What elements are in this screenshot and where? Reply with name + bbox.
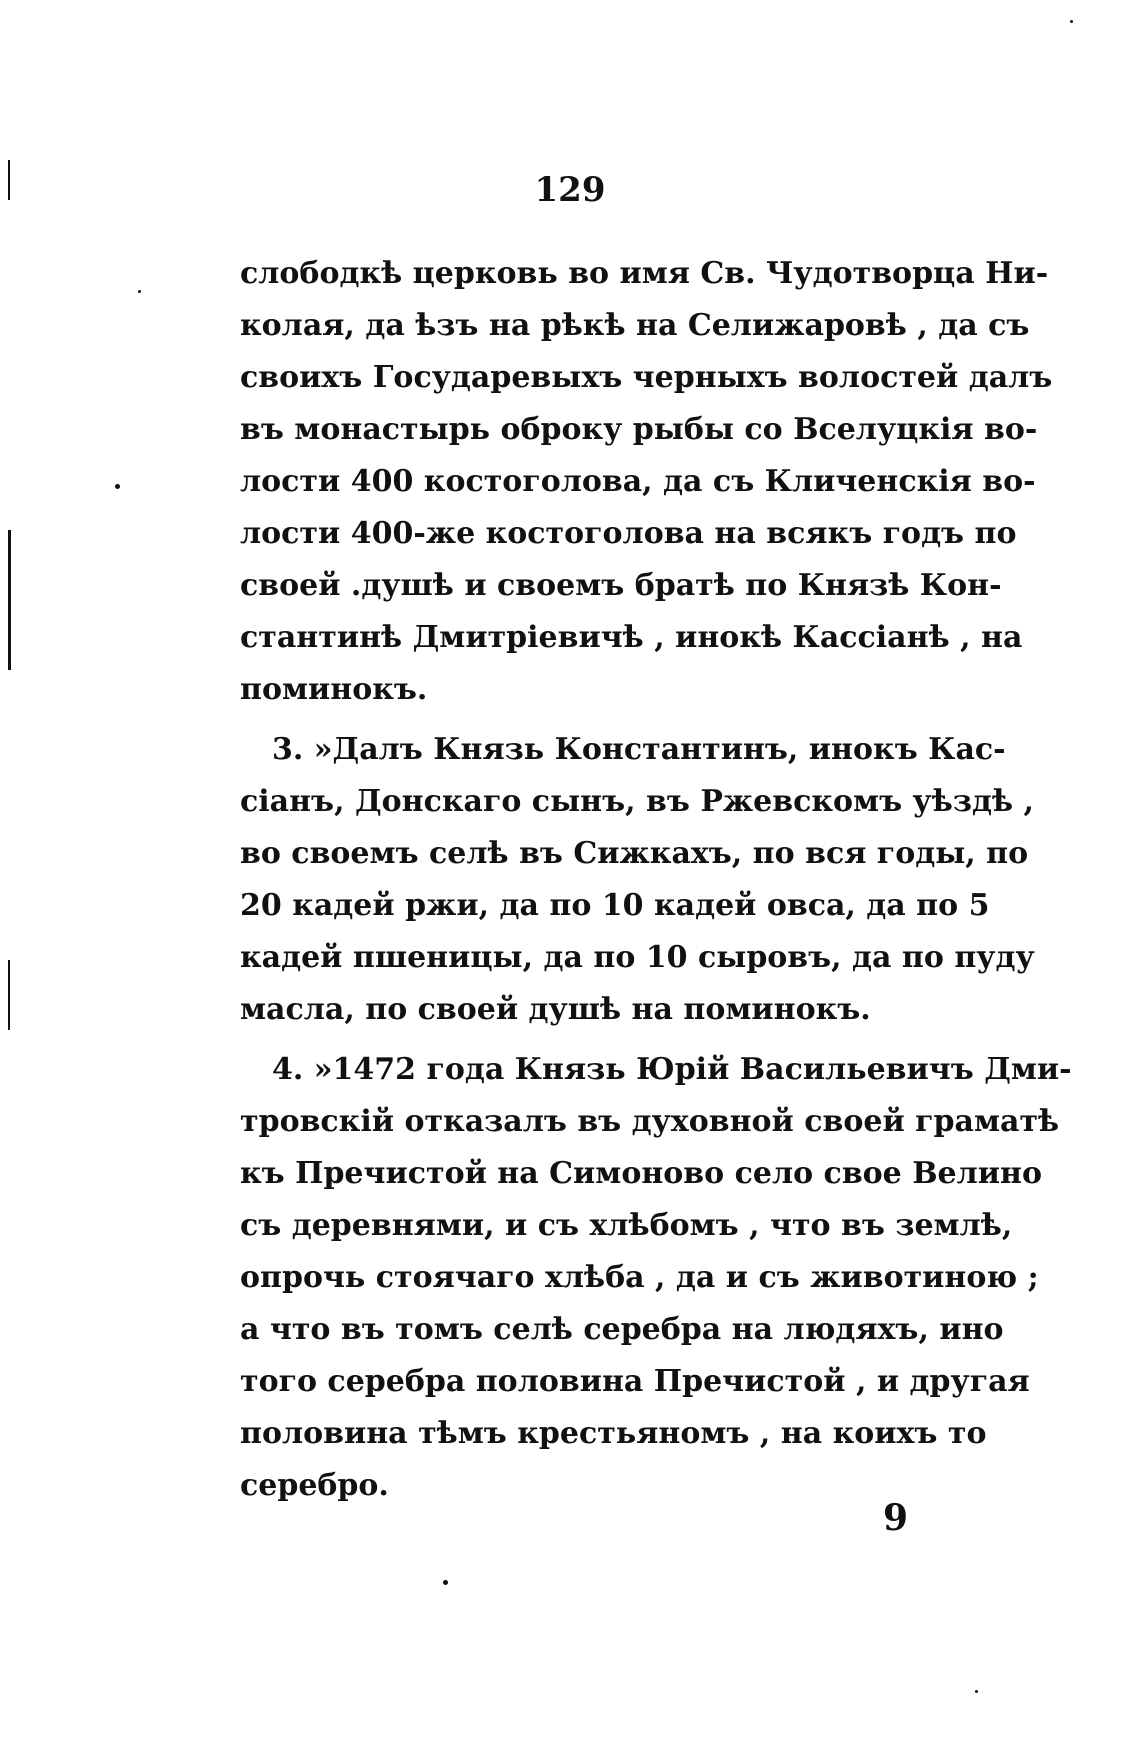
text-line: съ деревнями, и съ хлѣбомъ , что въ землѣ, bbox=[240, 1208, 1013, 1243]
text-line: тровскій отказалъ въ духовной своей граматѣ bbox=[240, 1104, 1060, 1139]
text-line: опрочь стоячаго хлѣба , да и съ животиною ; bbox=[240, 1260, 1039, 1295]
text-line: серебро. bbox=[240, 1468, 389, 1503]
text-line: къ Пречистой на Симоново село свое Велино bbox=[240, 1156, 1043, 1191]
paragraph bbox=[240, 724, 1035, 1036]
text-line: масла, по своей душѣ на поминокъ. bbox=[240, 992, 871, 1027]
text-line: 20 кадей ржи, да по 10 кадей овса, да по 5 bbox=[240, 888, 990, 923]
text-line: кадей пшеницы, да по 10 сыровъ, да по пуду bbox=[240, 940, 1035, 975]
body-text bbox=[240, 248, 1072, 1520]
scan-edge-mark bbox=[8, 530, 11, 670]
text-line: половина тѣмъ крестьяномъ , на коихъ то bbox=[240, 1416, 987, 1451]
text-line: стантинѣ Дмитріевичѣ , инокѣ Кассіанѣ , на bbox=[240, 620, 1023, 655]
scan-speck bbox=[443, 1580, 448, 1585]
paragraph bbox=[240, 1044, 1072, 1512]
text-line: слободкѣ церковь во имя Св. Чудотворца Ни- bbox=[240, 256, 1049, 291]
text-line: 3. »Далъ Князь Константинъ, инокъ Кас- bbox=[272, 732, 1006, 767]
scan-speck bbox=[975, 1690, 978, 1693]
text-line: своей .душѣ и своемъ братѣ по Князѣ Кон- bbox=[240, 568, 1002, 603]
scan-speck bbox=[138, 290, 141, 293]
text-line: а что въ томъ селѣ серебра на людяхъ, ино bbox=[240, 1312, 1004, 1347]
scan-edge-mark bbox=[8, 960, 10, 1030]
text-line: того серебра половина Пречистой , и другая bbox=[240, 1364, 1030, 1399]
text-line: 4. »1472 года Князь Юрій Васильевичъ Дми- bbox=[272, 1052, 1072, 1087]
text-line: сіанъ, Донскаго сынъ, въ Ржевскомъ уѣздѣ , bbox=[240, 784, 1034, 819]
scan-edge-mark bbox=[8, 160, 10, 200]
page-number: 129 bbox=[534, 170, 606, 210]
signature-mark: 9 bbox=[883, 1497, 909, 1539]
text-line: колая, да ѣзъ на рѣкѣ на Селижаровѣ , да съ bbox=[240, 308, 1030, 343]
text-line: во своемъ селѣ въ Сижкахъ, по вся годы, по bbox=[240, 836, 1029, 871]
scan-speck bbox=[115, 484, 120, 489]
text-line: своихъ Государевыхъ черныхъ волостей далъ bbox=[240, 360, 1053, 395]
paragraph bbox=[240, 248, 1053, 716]
text-line: лости 400-же костоголова на всякъ годъ по bbox=[240, 516, 1017, 551]
scan-speck bbox=[1070, 20, 1073, 23]
text-line: въ монастырь оброку рыбы со Вселуцкія во- bbox=[240, 412, 1038, 447]
text-line: лости 400 костоголова, да съ Кличенскія во- bbox=[240, 464, 1036, 499]
text-line: поминокъ. bbox=[240, 672, 428, 707]
